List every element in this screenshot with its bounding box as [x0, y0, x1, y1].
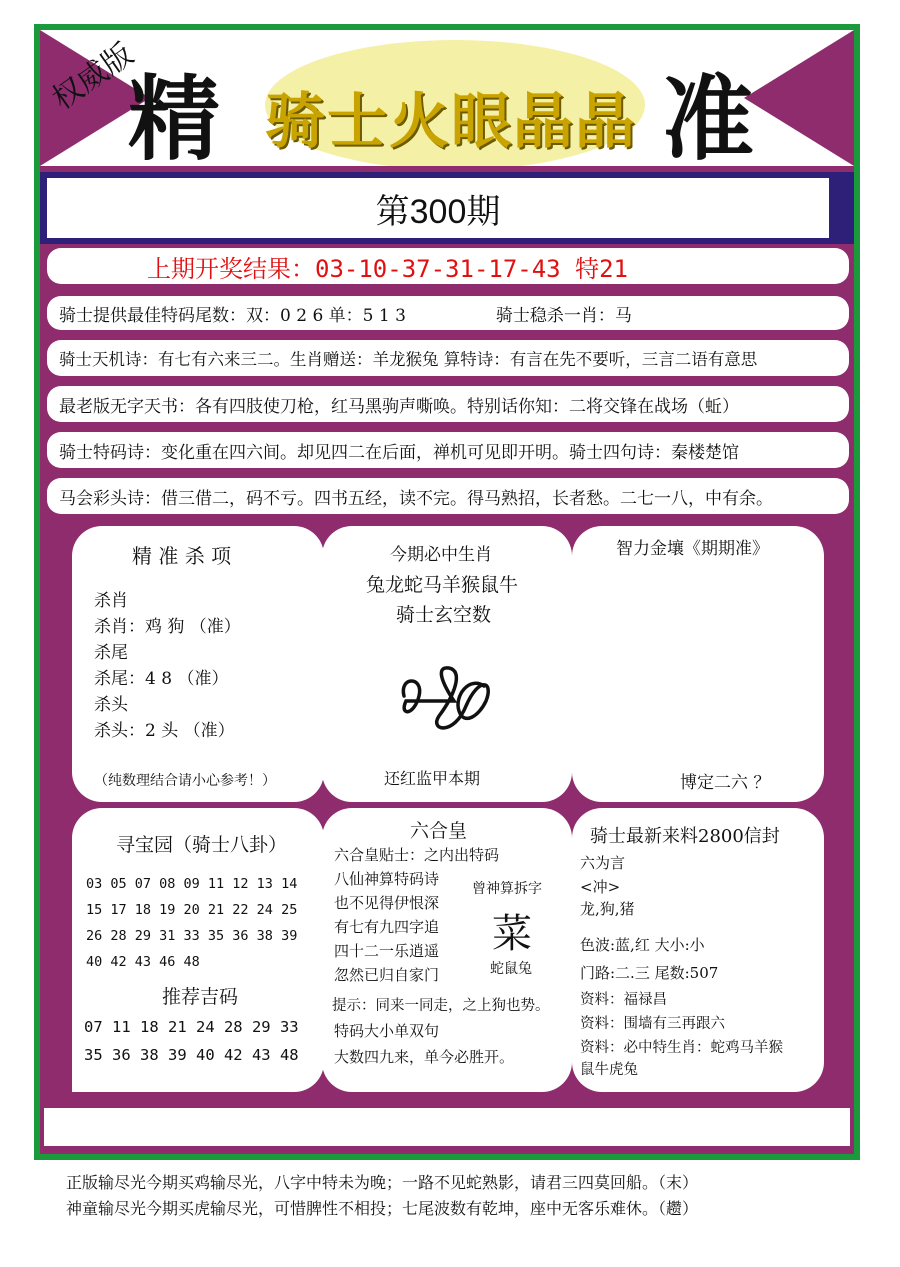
xunbao-numbers-3: 26 28 29 31 33 35 36 38 39 [86, 928, 298, 944]
tema-row [47, 432, 849, 468]
zhili-panel [572, 526, 824, 802]
news-info-1: 资料：福禄昌 [580, 992, 667, 1008]
news-color-size: 色波:蓝,红 大小:小 [580, 936, 705, 954]
liuhe-line-5: 四十二一乐逍遥 [334, 942, 440, 960]
liuhe-line-2: 八仙神算特码诗 [334, 870, 440, 888]
kill-line-1: 杀肖 [94, 591, 128, 611]
recommend-numbers-2: 35 36 38 39 40 42 43 48 [84, 1046, 299, 1064]
zhili-bottom: 博定二六 ？ [680, 773, 771, 793]
xunbao-numbers-1: 03 05 07 08 09 11 12 13 14 [86, 876, 298, 892]
right-triangle [744, 30, 854, 166]
liuhe-line-8: 大数四九来，单今必胜开。 [334, 1048, 515, 1066]
kill-line-2: 杀肖：鸡 狗 （准） [94, 617, 241, 637]
zhili-title: 智力金壤《期期准》 [616, 539, 769, 559]
news-line-3: 龙,狗,猪 [580, 900, 635, 918]
kill-panel-title: 精 准 杀 项 [132, 544, 232, 568]
news-info-4: 鼠牛虎兔 [580, 1062, 638, 1078]
kill-line-3: 杀尾 [94, 643, 128, 663]
issue-number: 第300期 [47, 178, 829, 238]
left-big-char: 精 [128, 65, 221, 166]
zodiac-subtitle: 骑士玄空数 [396, 604, 492, 626]
liuhe-line-6: 忽然已归自家门 [334, 966, 440, 984]
bottom-line-2: 神童输尽光今期买虎输尽光，可惜脾性不相投；七尾波数有乾坤，座中无客乐难休。（趱） [66, 1199, 699, 1218]
tail-row [47, 296, 849, 330]
last-result: 上期开奖结果：03-10-37-31-17-43 特21 [147, 254, 628, 283]
news-road-tail: 门路:二.三 尾数:507 [580, 964, 719, 982]
liuhe-panel [322, 808, 572, 1092]
banner-title: 骑士火眼晶晶 [265, 87, 637, 157]
chaizi-label: 曾神算拆字 [472, 881, 542, 897]
recommend-numbers-1: 07 11 18 21 24 28 29 33 [84, 1018, 299, 1036]
scribble-glyph [394, 656, 504, 736]
news-title: 骑士最新来料2800信封 [590, 826, 780, 847]
kill-panel [72, 526, 324, 802]
edition-badge: 权威版 [46, 36, 140, 118]
poem-tema: 骑士特码诗：变化重在四六间。却见四二在后面，禅机可见即开明。骑士四句诗：秦楼楚馆 [59, 442, 739, 463]
news-info-2: 资料：围墙有三再跟六 [580, 1016, 725, 1032]
kill-one-zodiac: 骑士稳杀一肖：马 [495, 305, 632, 326]
header-banner [40, 30, 854, 166]
xunbao-numbers-4: 40 42 43 46 48 [86, 954, 200, 970]
wuzi-row [47, 386, 849, 422]
news-line-2: <冲> [580, 878, 621, 896]
caitou-row [47, 478, 849, 514]
zodiac-animals: 兔龙蛇马羊猴鼠牛 [366, 574, 519, 596]
zodiac-bottom: 还红监甲本期 [384, 769, 481, 788]
liuhe-line-4: 有七有九四字追 [334, 918, 440, 936]
liuhe-line-1: 六合皇贴士：之内出特码 [334, 846, 500, 864]
poem-caitou: 马会彩头诗：借三借二，码不亏。四书五经，读不完。得马熟招，长者愁。二七一八，中有余。 [59, 488, 773, 509]
liuhe-line-3: 也不见得伊恨深 [334, 894, 440, 912]
poem-tianji: 骑士天机诗：有七有六来三二。生肖赠送：羊龙猴兔 算特诗：有言在先不要听，三言二语有意思 [59, 350, 758, 369]
kill-line-5: 杀头 [94, 695, 128, 715]
recommend-title: 推荐吉码 [162, 986, 239, 1008]
right-big-char: 准 [662, 65, 755, 166]
zodiac-title: 今期必中生肖 [390, 545, 492, 565]
tianji-row [47, 340, 849, 376]
liuhe-title: 六合皇 [410, 820, 468, 842]
kill-note: （纯数理结合请小心参考！） [94, 773, 276, 789]
tail-numbers: 骑士提供最佳特码尾数：双：0 2 6 单：5 1 3 [59, 305, 406, 326]
liuhe-line-7: 特码大小单双句 [334, 1022, 440, 1040]
liuhe-tip: 提示：同来一同走，之上狗也势。 [332, 998, 550, 1014]
last-result-row [47, 248, 849, 284]
chaizi-animals: 蛇鼠兔 [490, 961, 532, 977]
kill-line-6: 杀头：2 头 （准） [94, 721, 235, 741]
zodiac-panel [322, 526, 572, 802]
footer-box [44, 1108, 850, 1146]
news-line-1: 六为言 [580, 854, 626, 872]
news-info-3: 资料：必中特生肖：蛇鸡马羊猴 [580, 1040, 783, 1056]
wuzi-tianshu: 最老版无字天书：各有四肢使刀枪，红马黑驹声嘶唤。特别话你知：二将交锋在战场（蚯） [59, 396, 739, 417]
xunbao-numbers-2: 15 17 18 19 20 21 22 24 25 [86, 902, 298, 918]
news-panel [572, 808, 824, 1092]
xunbao-panel [72, 808, 324, 1092]
chaizi-char: 菜 [492, 911, 532, 957]
xunbao-title: 寻宝园（骑士八卦） [116, 834, 288, 856]
bottom-line-1: 正版输尽光今期买鸡输尽光，八字中特未为晚；一路不见蛇熟影，请君三四莫回船。（末） [66, 1173, 699, 1192]
kill-line-4: 杀尾：4 8 （准） [94, 669, 229, 689]
